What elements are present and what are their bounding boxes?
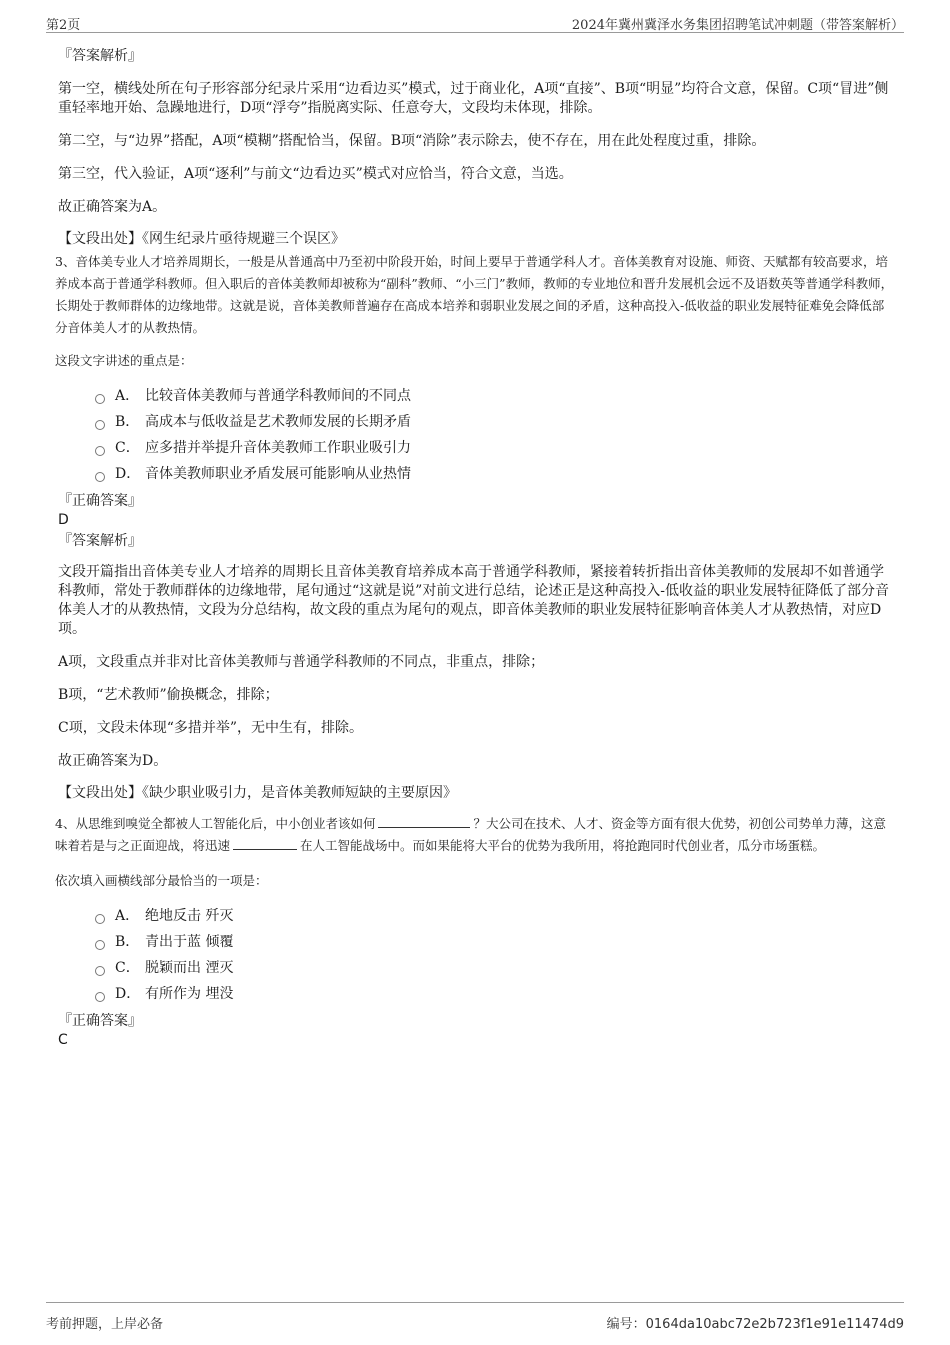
option-key: C． <box>115 960 140 976</box>
question-3-analysis-para-2: A项，文段重点并非对比音体美教师与普通学科教师的不同点，非重点，排除； <box>58 654 545 670</box>
page-header <box>46 10 904 33</box>
page-number: 第2页 <box>46 18 81 33</box>
option-text: 脱颖而出 湮灭 <box>145 960 234 976</box>
prev-analysis-conclusion: 故正确答案为A。 <box>58 199 167 215</box>
question-3-text: 3、音体美专业人才培养周期长，一般是从普通高中乃至初中阶段开始，时间上要早于普通学科人才。音体美教育对设施、师资、天赋都有较高要求，培养成本高于普通学科教师。但入职后的音体美教师却被称为“副科”教师、“小三门”教师，教师的专业地位和晋升发展机会远不及语数英等普通学科教师，长期处于教师群体的边缘地带。这就是说，音体美教师普遍存在高成本培养和弱职业发展之间的矛盾，这种高投入-低收益的职业发展特征难免会降低部分音体美人才的从教热情。 <box>55 254 894 335</box>
radio-icon[interactable] <box>95 472 105 482</box>
question-3-option-b[interactable] <box>95 409 895 435</box>
radio-icon[interactable] <box>95 446 105 456</box>
fill-blank-2 <box>233 837 297 850</box>
option-key: A． <box>115 388 140 404</box>
question-3-option-d[interactable] <box>95 461 895 487</box>
radio-icon[interactable] <box>95 914 105 924</box>
radio-icon[interactable] <box>95 394 105 404</box>
question-4-option-a[interactable] <box>95 903 895 929</box>
page-footer <box>46 1302 904 1333</box>
question-4-answer: C <box>58 1032 68 1048</box>
radio-icon[interactable] <box>95 940 105 950</box>
radio-icon[interactable] <box>95 420 105 430</box>
footer-slogan: 考前押题，上岸必备 <box>46 1317 164 1332</box>
fill-blank-1 <box>378 815 470 828</box>
question-4-text <box>55 813 895 857</box>
option-text: 有所作为 埋没 <box>145 986 234 1002</box>
question-4-option-c[interactable] <box>95 955 895 981</box>
option-text: 高成本与低收益是艺术教师发展的长期矛盾 <box>145 414 411 430</box>
question-3-source: 【文段出处】《缺少职业吸引力，是音体美教师短缺的主要原因》 <box>58 785 457 801</box>
question-4-options <box>95 903 895 1007</box>
option-text: 绝地反击 歼灭 <box>145 908 234 924</box>
radio-icon[interactable] <box>95 992 105 1002</box>
question-3-option-a[interactable] <box>95 383 895 409</box>
prev-analysis-para-2: 第二空，与“边界”搭配，A项“模糊”搭配恰当，保留。B项“消除”表示除去，使不存在，用在此处程度过重，排除。 <box>58 133 766 149</box>
question-3-conclusion: 故正确答案为D。 <box>58 753 168 769</box>
option-key: D． <box>115 986 141 1002</box>
question-3-analysis-para-4: C项，文段未体现“多措并举”，无中生有，排除。 <box>58 720 364 736</box>
option-text: 应多措并举提升音体美教师工作职业吸引力 <box>145 440 411 456</box>
question-3-options <box>95 383 895 487</box>
question-4-text-part-2: ？大公司在技术、人才、资金等方面有很大优势，初创公司势单力薄，这意味着若是与之正面迎战，将迅速 <box>55 816 886 853</box>
question-3-analysis-label: 『答案解析』 <box>58 533 142 549</box>
document-id <box>607 1313 904 1332</box>
question-4-text-part-1: 4、从思维到嗅觉全都被人工智能化后，中小创业者该如何 <box>55 816 376 831</box>
option-text: 音体美教师职业矛盾发展可能影响从业热情 <box>145 466 411 482</box>
prev-analysis-para-3: 第三空，代入验证，A项“逐利”与前文“边看边买”模式对应恰当，符合文意，当选。 <box>58 166 573 182</box>
page-content <box>55 38 895 1049</box>
option-text: 比较音体美教师与普通学科教师间的不同点 <box>145 388 411 404</box>
question-3-option-c[interactable] <box>95 435 895 461</box>
radio-icon[interactable] <box>95 966 105 976</box>
prev-source: 【文段出处】《网生纪录片亟待规避三个误区》 <box>58 231 345 247</box>
option-key: B． <box>115 934 140 950</box>
question-3-analysis-para-3: B项，“艺术教师”偷换概念，排除； <box>58 687 279 703</box>
question-3-prompt: 这段文字讲述的重点是： <box>55 353 193 368</box>
document-title: 2024年冀州冀泽水务集团招聘笔试冲刺题（带答案解析） <box>571 18 904 33</box>
option-key: C． <box>115 440 140 456</box>
prev-analysis-label: 『答案解析』 <box>58 48 142 64</box>
question-4-text-part-3: 在人工智能战场中。而如果能将大平台的优势为我所用，将抢跑同时代创业者，瓜分市场蛋糕。 <box>300 838 826 853</box>
document-id-value: 0164da10abc72e2b723f1e91e11474d9 <box>645 1317 904 1332</box>
option-key: D． <box>115 466 141 482</box>
question-4-prompt: 依次填入画横线部分最恰当的一项是： <box>55 873 268 888</box>
question-4-option-b[interactable] <box>95 929 895 955</box>
option-key: B． <box>115 414 140 430</box>
question-4-answer-label: 『正确答案』 <box>58 1013 142 1029</box>
question-4-option-d[interactable] <box>95 981 895 1007</box>
document-id-label: 编号： <box>606 1317 646 1332</box>
question-3-answer: D <box>58 512 69 528</box>
option-key: A． <box>115 908 140 924</box>
question-3-analysis-para-1: 文段开篇指出音体美专业人才培养的周期长且音体美教育培养成本高于普通学科教师，紧接着转折指出音体美教师的发展却不如普通学科教师，常处于教师群体的边缘地带，尾句通过“这就是说”对前文进行总结，论述正是这种高投入-低收益的职业发展特征降低了部分音体美人才的从教热情，文段为分总结构，故文段的重点为尾句的观点，即音体美教师的职业发展特征影响音体美人才从教热情，对应D项。 <box>58 564 890 637</box>
question-3-answer-label: 『正确答案』 <box>58 493 142 509</box>
prev-analysis-para-1: 第一空，横线处所在句子形容部分纪录片采用“边看边买”模式，过于商业化，A项“直接”、B项“明显”均符合文意，保留。C项“冒进”侧重轻率地开始、急躁地进行，D项“浮夸”指脱离实际、任意夸大，文段均未体现，排除。 <box>58 81 889 116</box>
option-text: 青出于蓝 倾覆 <box>145 934 234 950</box>
